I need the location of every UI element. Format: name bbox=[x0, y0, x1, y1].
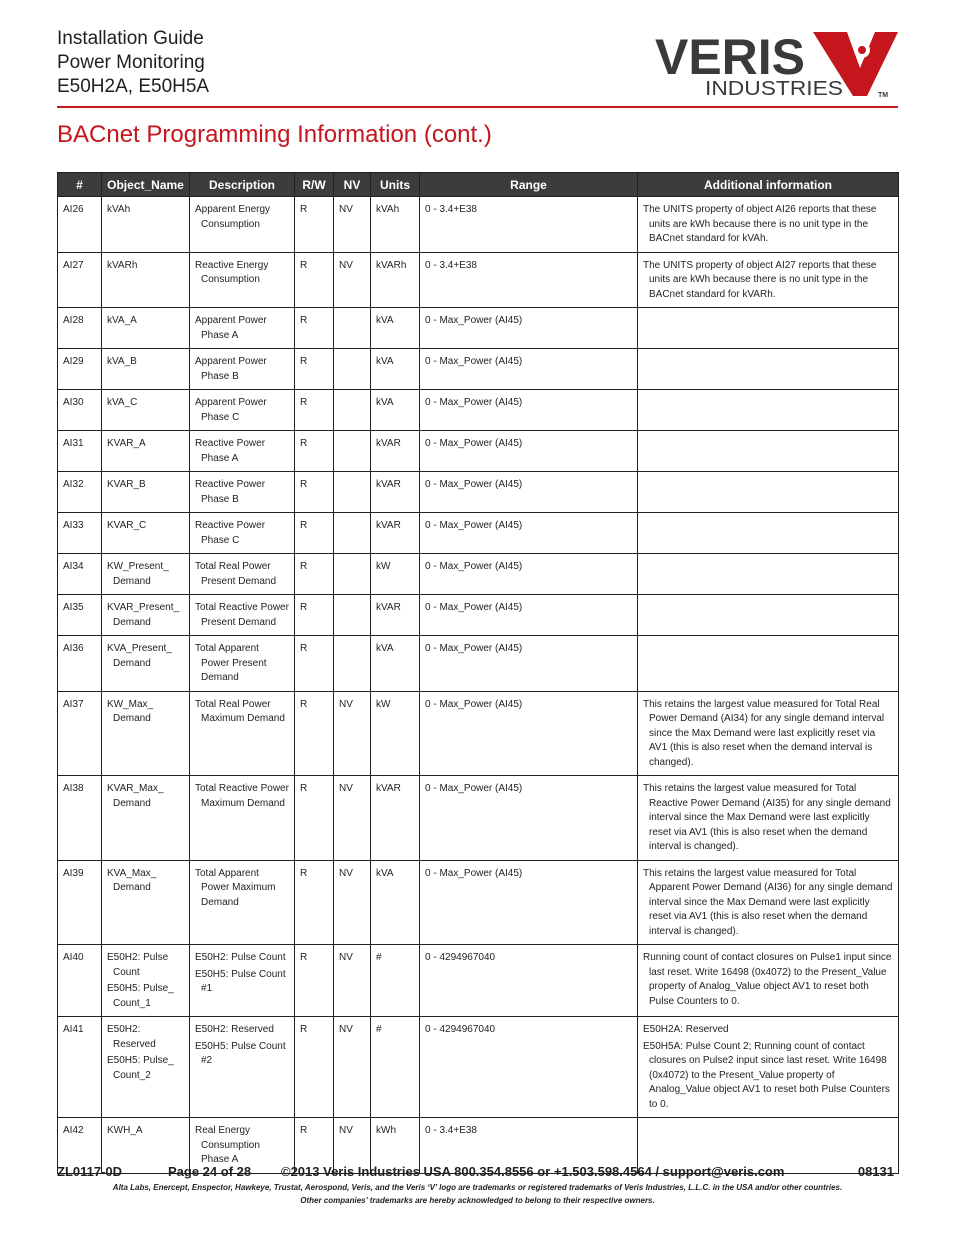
logo-trademark: TM bbox=[878, 92, 889, 99]
cell-object-name bbox=[102, 860, 190, 945]
cell-object-id: AI29 bbox=[58, 349, 102, 390]
cell-nonvolatile bbox=[334, 390, 371, 431]
cell-read-write: R bbox=[295, 472, 334, 513]
cell-nonvolatile bbox=[334, 308, 371, 349]
cell-object-id: AI39 bbox=[58, 860, 102, 945]
cell-nonvolatile bbox=[334, 349, 371, 390]
cell-range: 0 - Max_Power (AI45) bbox=[420, 308, 638, 349]
table-row bbox=[58, 513, 899, 554]
table-row bbox=[58, 431, 899, 472]
cell-additional-info bbox=[638, 390, 899, 431]
cell-description bbox=[190, 636, 295, 692]
cell-object-name-line: KW_Max_ Demand bbox=[107, 698, 154, 724]
cell-object-name bbox=[102, 776, 190, 861]
cell-object-name-line: kVA_A bbox=[107, 315, 137, 326]
cell-additional-info-line: The UNITS property of object AI26 reports that these units are kWh because there is no unit type in the BACnet standard for kVAh. bbox=[643, 204, 877, 244]
cell-units: kVA bbox=[371, 390, 420, 431]
cell-range: 0 - Max_Power (AI45) bbox=[420, 513, 638, 554]
cell-description-line: E50H2: Pulse Count bbox=[195, 952, 286, 963]
cell-description-line: Apparent Power Phase A bbox=[195, 315, 267, 341]
cell-description bbox=[190, 472, 295, 513]
date-code: 08131 bbox=[857, 1164, 894, 1179]
cell-description bbox=[190, 390, 295, 431]
cell-description-line: E50H2: Reserved bbox=[195, 1024, 274, 1035]
cell-object-name-line: KVAR_Max_ Demand bbox=[107, 783, 164, 809]
cell-description bbox=[190, 252, 295, 308]
cell-description-line: Total Reactive Power Present Demand bbox=[195, 602, 289, 628]
col-header-additional-info: Additional information bbox=[638, 173, 899, 197]
cell-read-write: R bbox=[295, 1118, 334, 1174]
cell-description bbox=[190, 860, 295, 945]
cell-object-name-line: kVARh bbox=[107, 259, 138, 271]
cell-range: 0 - Max_Power (AI45) bbox=[420, 636, 638, 692]
cell-additional-info bbox=[638, 513, 899, 554]
cell-additional-info bbox=[638, 472, 899, 513]
cell-units: kVARh bbox=[371, 252, 420, 308]
cell-range: 0 - 3.4+E38 bbox=[420, 252, 638, 308]
cell-description bbox=[190, 349, 295, 390]
cell-nonvolatile: NV bbox=[334, 1118, 371, 1174]
cell-object-name bbox=[102, 691, 190, 776]
cell-nonvolatile: NV bbox=[334, 691, 371, 776]
cell-additional-info-line: This retains the largest value measured for Total Real Power Demand (AI34) for any single demand interval since the Max Demand were last explicitly reset via AV1 (this is also reset when the demand interval is changed). bbox=[643, 698, 885, 768]
cell-object-name-line: KVAR_B bbox=[107, 479, 146, 490]
cell-additional-info bbox=[638, 860, 899, 945]
cell-object-id: AI28 bbox=[58, 308, 102, 349]
cell-units: kVAR bbox=[371, 431, 420, 472]
cell-additional-info bbox=[638, 691, 899, 776]
cell-additional-info bbox=[638, 945, 899, 1017]
logo-wordmark: VERIS bbox=[655, 29, 805, 85]
cell-description-line: Reactive Energy Consumption bbox=[195, 259, 269, 285]
cell-description-line: Real Energy Consumption Phase A bbox=[195, 1125, 260, 1165]
veris-logo bbox=[655, 26, 900, 100]
cell-additional-info bbox=[638, 776, 899, 861]
cell-object-name bbox=[102, 472, 190, 513]
col-header-units: Units bbox=[371, 173, 420, 197]
copyright-contact: ©2013 Veris Industries USA 800.354.8556 or +1.503.598.4564 / support@veris.com bbox=[281, 1164, 785, 1179]
cell-description bbox=[190, 945, 295, 1017]
cell-object-id: AI32 bbox=[58, 472, 102, 513]
cell-read-write: R bbox=[295, 945, 334, 1017]
cell-object-id: AI34 bbox=[58, 554, 102, 595]
cell-additional-info bbox=[638, 197, 899, 253]
cell-read-write: R bbox=[295, 252, 334, 308]
cell-range: 0 - 3.4+E38 bbox=[420, 197, 638, 253]
cell-units: kW bbox=[371, 554, 420, 595]
cell-description bbox=[190, 554, 295, 595]
cell-object-name-line: KVA_Present_ Demand bbox=[107, 643, 172, 669]
page-number: Page 24 of 28 bbox=[168, 1164, 252, 1179]
cell-object-id: AI38 bbox=[58, 776, 102, 861]
cell-object-name-line: KVAR_Present_ Demand bbox=[107, 602, 180, 628]
cell-object-name bbox=[102, 390, 190, 431]
document-title bbox=[57, 27, 209, 99]
cell-range: 0 - Max_Power (AI45) bbox=[420, 472, 638, 513]
cell-units: kW bbox=[371, 691, 420, 776]
cell-description-line: Reactive Power Phase B bbox=[195, 479, 266, 505]
cell-additional-info bbox=[638, 595, 899, 636]
table-row bbox=[58, 472, 899, 513]
table-row bbox=[58, 349, 899, 390]
cell-units: kVAh bbox=[371, 197, 420, 253]
cell-read-write: R bbox=[295, 431, 334, 472]
cell-read-write: R bbox=[295, 308, 334, 349]
cell-object-name bbox=[102, 595, 190, 636]
table-row bbox=[58, 636, 899, 692]
cell-object-name-line: E50H2: Pulse Count bbox=[107, 952, 169, 978]
table-row bbox=[58, 776, 899, 861]
cell-range: 0 - Max_Power (AI45) bbox=[420, 390, 638, 431]
cell-units: # bbox=[371, 945, 420, 1017]
cell-additional-info-line: This retains the largest value measured for Total Reactive Power Demand (AI35) for any single demand interval since the Max Demand were last explicitly reset via AV1 (this is also reset when the demand interval is changed). bbox=[643, 783, 891, 852]
cell-object-name bbox=[102, 431, 190, 472]
cell-read-write: R bbox=[295, 595, 334, 636]
cell-nonvolatile: NV bbox=[334, 860, 371, 945]
table-row bbox=[58, 554, 899, 595]
cell-range: 0 - Max_Power (AI45) bbox=[420, 776, 638, 861]
cell-description bbox=[190, 431, 295, 472]
cell-additional-info-line: The UNITS property of object AI27 reports that these units are kWh because there is no unit type in the BACnet standard for kVARh. bbox=[643, 259, 877, 300]
cell-description-line: Apparent Power Phase B bbox=[195, 356, 267, 382]
cell-range: 0 - Max_Power (AI45) bbox=[420, 431, 638, 472]
cell-description-line: E50H5: Pulse Count #2 bbox=[195, 1040, 286, 1066]
bacnet-object-table bbox=[57, 172, 899, 1174]
cell-object-id: AI26 bbox=[58, 197, 102, 253]
cell-object-name bbox=[102, 197, 190, 253]
cell-description-line: Total Reactive Power Maximum Demand bbox=[195, 783, 289, 809]
cell-nonvolatile: NV bbox=[334, 1017, 371, 1118]
cell-object-name-line: KWH_A bbox=[107, 1125, 143, 1136]
cell-units: # bbox=[371, 1017, 420, 1118]
cell-range: 0 - 3.4+E38 bbox=[420, 1118, 638, 1174]
table-row bbox=[58, 1017, 899, 1118]
cell-nonvolatile: NV bbox=[334, 776, 371, 861]
cell-object-name-line: kVAh bbox=[107, 204, 131, 215]
table-body bbox=[58, 197, 899, 1174]
cell-object-name-line: E50H5: Pulse_ Count_1 bbox=[107, 983, 174, 1009]
table-row bbox=[58, 390, 899, 431]
cell-object-id: AI41 bbox=[58, 1017, 102, 1118]
cell-additional-info bbox=[638, 349, 899, 390]
cell-range: 0 - Max_Power (AI45) bbox=[420, 595, 638, 636]
cell-read-write: R bbox=[295, 860, 334, 945]
table-row bbox=[58, 252, 899, 308]
cell-units: kVA bbox=[371, 349, 420, 390]
cell-description-line: Total Real Power Present Demand bbox=[195, 561, 277, 587]
cell-units: kVAR bbox=[371, 595, 420, 636]
col-header-range: Range bbox=[420, 173, 638, 197]
cell-description bbox=[190, 1017, 295, 1118]
cell-description bbox=[190, 308, 295, 349]
cell-object-name-line: KW_Present_ Demand bbox=[107, 561, 169, 587]
cell-description bbox=[190, 595, 295, 636]
cell-units: kVAR bbox=[371, 776, 420, 861]
table-row bbox=[58, 860, 899, 945]
cell-object-name-line: E50H5: Pulse_ Count_2 bbox=[107, 1055, 174, 1081]
col-header-description: Description bbox=[190, 173, 295, 197]
cell-object-id: AI40 bbox=[58, 945, 102, 1017]
cell-object-name-line: KVA_Max_ Demand bbox=[107, 867, 157, 893]
cell-read-write: R bbox=[295, 691, 334, 776]
cell-description-line: Total Apparent Power Maximum Demand bbox=[195, 867, 276, 908]
cell-object-name bbox=[102, 1017, 190, 1118]
table-row bbox=[58, 595, 899, 636]
cell-object-name bbox=[102, 513, 190, 554]
table-row bbox=[58, 308, 899, 349]
doc-subject: Power Monitoring bbox=[57, 52, 205, 73]
cell-description-line: Reactive Power Phase A bbox=[195, 438, 266, 464]
cell-nonvolatile bbox=[334, 636, 371, 692]
cell-read-write: R bbox=[295, 554, 334, 595]
table-row bbox=[58, 197, 899, 253]
table-row bbox=[58, 945, 899, 1017]
cell-object-id: AI37 bbox=[58, 691, 102, 776]
cell-additional-info bbox=[638, 431, 899, 472]
cell-object-id: AI27 bbox=[58, 252, 102, 308]
trademark-notice: Alta Labs, Enercept, Enspector, Hawkeye, Trustat, Aerospond, Veris, and the Veris ‘V’ logo are trademarks or registered trademarks of Veris Industries, L.L.C. in the USA and/or other countries. bbox=[112, 1183, 843, 1192]
col-header-read-write: R/W bbox=[295, 173, 334, 197]
cell-object-id: AI35 bbox=[58, 595, 102, 636]
cell-description-line: Total Apparent Power Present Demand bbox=[195, 643, 267, 683]
trademark-acknowledgement: Other companies’ trademarks are hereby acknowledged to belong to their respective owners. bbox=[300, 1196, 655, 1205]
cell-nonvolatile: NV bbox=[334, 252, 371, 308]
cell-units: kVAR bbox=[371, 472, 420, 513]
cell-range: 0 - Max_Power (AI45) bbox=[420, 349, 638, 390]
cell-description-line: Apparent Power Phase C bbox=[195, 397, 267, 423]
cell-units: kVA bbox=[371, 860, 420, 945]
section-title: BACnet Programming Information (cont.) bbox=[57, 121, 492, 148]
cell-object-name-line: E50H2: Reserved bbox=[107, 1024, 156, 1050]
cell-object-name bbox=[102, 636, 190, 692]
cell-additional-info-line: E50H5A: Pulse Count 2; Running count of contact closures on Pulse2 input since last reset. Write 16498 (0x4072) to the Present_Value property of Analog_Value object AV1 to reset both Pulse Counters to 0. bbox=[643, 1040, 890, 1110]
col-header-object-name: Object_Name bbox=[102, 173, 190, 197]
cell-range: 0 - Max_Power (AI45) bbox=[420, 554, 638, 595]
cell-units: kWh bbox=[371, 1118, 420, 1174]
cell-description-line: Apparent Energy Consumption bbox=[195, 204, 271, 230]
cell-additional-info bbox=[638, 252, 899, 308]
cell-object-name bbox=[102, 945, 190, 1017]
cell-description-line: E50H5: Pulse Count #1 bbox=[195, 968, 286, 994]
cell-description bbox=[190, 691, 295, 776]
cell-read-write: R bbox=[295, 197, 334, 253]
cell-object-name-line: KVAR_C bbox=[107, 520, 147, 531]
table-row bbox=[58, 691, 899, 776]
cell-nonvolatile bbox=[334, 431, 371, 472]
footer bbox=[57, 1164, 898, 1182]
cell-object-name bbox=[102, 349, 190, 390]
cell-object-name bbox=[102, 308, 190, 349]
cell-units: kVA bbox=[371, 636, 420, 692]
cell-object-name-line: KVAR_A bbox=[107, 438, 146, 449]
cell-object-name-line: kVA_B bbox=[107, 356, 137, 367]
cell-range: 0 - Max_Power (AI45) bbox=[420, 860, 638, 945]
logo-subtitle: INDUSTRIES bbox=[705, 78, 843, 100]
table-header-row bbox=[58, 173, 899, 197]
cell-object-name-line: kVA_C bbox=[107, 397, 138, 408]
cell-read-write: R bbox=[295, 1017, 334, 1118]
cell-nonvolatile bbox=[334, 472, 371, 513]
cell-read-write: R bbox=[295, 776, 334, 861]
cell-object-name bbox=[102, 252, 190, 308]
cell-object-name bbox=[102, 554, 190, 595]
col-header-nonvolatile: NV bbox=[334, 173, 371, 197]
cell-read-write: R bbox=[295, 636, 334, 692]
cell-description-line: Reactive Power Phase C bbox=[195, 520, 266, 546]
cell-range: 0 - 4294967040 bbox=[420, 1017, 638, 1118]
doc-type: Installation Guide bbox=[57, 28, 204, 49]
cell-additional-info-line: Running count of contact closures on Pulse1 input since last reset. Write 16498 (0x4072) to the Present_Value property of Analog_Value object AV1 to reset both Pulse Counters to 0. bbox=[643, 952, 892, 1007]
cell-nonvolatile bbox=[334, 513, 371, 554]
cell-additional-info-line: This retains the largest value measured for Total Apparent Power Demand (AI36) for any single demand interval since the Max Demand were last explicitly reset via AV1 (this is also reset when the demand interval is changed). bbox=[643, 867, 893, 937]
cell-additional-info bbox=[638, 308, 899, 349]
cell-nonvolatile: NV bbox=[334, 945, 371, 1017]
header-rule bbox=[57, 106, 898, 108]
col-header-number: # bbox=[58, 173, 102, 197]
cell-description-line: Total Real Power Maximum Demand bbox=[195, 698, 285, 724]
cell-nonvolatile bbox=[334, 595, 371, 636]
cell-description bbox=[190, 776, 295, 861]
doc-code: ZL0117-0D bbox=[57, 1164, 123, 1179]
cell-object-id: AI42 bbox=[58, 1118, 102, 1174]
cell-additional-info-line: E50H2A: Reserved bbox=[643, 1024, 729, 1035]
cell-read-write: R bbox=[295, 349, 334, 390]
cell-additional-info bbox=[638, 636, 899, 692]
cell-additional-info bbox=[638, 554, 899, 595]
cell-object-id: AI36 bbox=[58, 636, 102, 692]
cell-units: kVAR bbox=[371, 513, 420, 554]
cell-read-write: R bbox=[295, 390, 334, 431]
cell-object-id: AI30 bbox=[58, 390, 102, 431]
cell-range: 0 - Max_Power (AI45) bbox=[420, 691, 638, 776]
cell-nonvolatile: NV bbox=[334, 197, 371, 253]
cell-description bbox=[190, 197, 295, 253]
cell-nonvolatile bbox=[334, 554, 371, 595]
cell-units: kVA bbox=[371, 308, 420, 349]
cell-object-id: AI31 bbox=[58, 431, 102, 472]
cell-range: 0 - 4294967040 bbox=[420, 945, 638, 1017]
cell-description bbox=[190, 513, 295, 554]
doc-models: E50H2A, E50H5A bbox=[57, 76, 210, 97]
cell-object-id: AI33 bbox=[58, 513, 102, 554]
cell-additional-info bbox=[638, 1017, 899, 1118]
cell-read-write: R bbox=[295, 513, 334, 554]
